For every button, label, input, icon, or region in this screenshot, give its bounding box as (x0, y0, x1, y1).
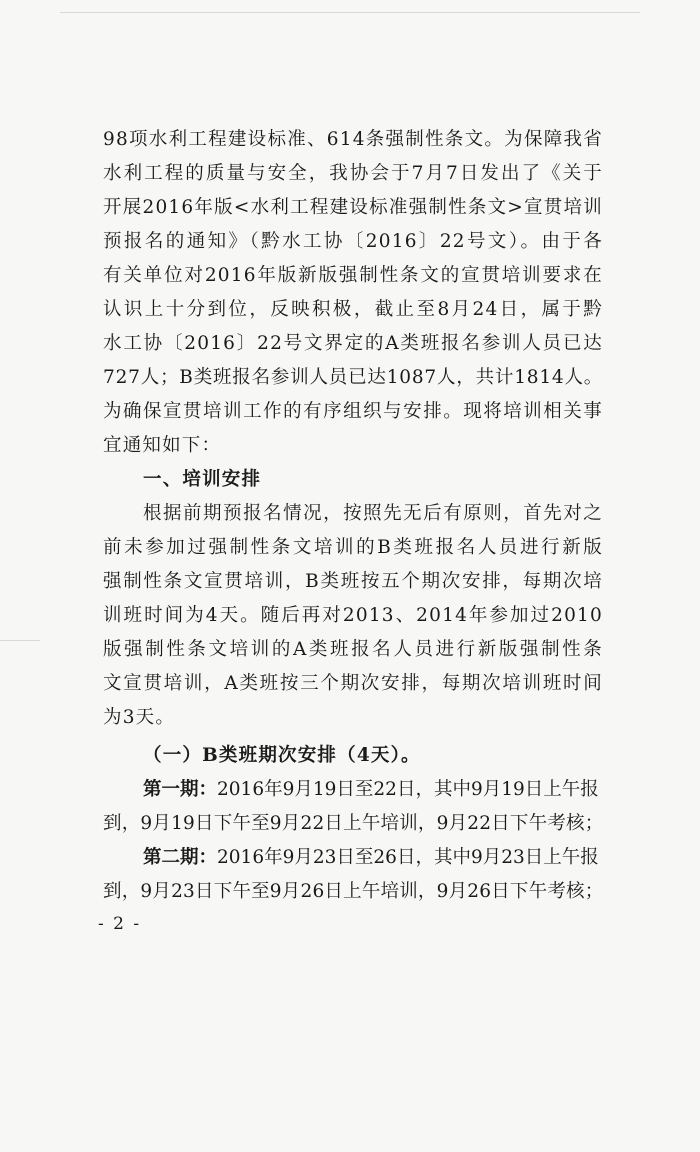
period-first-line (143, 844, 603, 872)
period-label: 第二期： (143, 847, 218, 868)
scan-artifact (0, 640, 40, 641)
body-line: 有关单位对2016年版新版强制性条文的宣贯培训要求在 (103, 265, 603, 286)
section-heading: 一、培训安排 (143, 469, 262, 490)
body-line: 开展2016年版<水利工程建设标准强制性条文>宣贯培训 (103, 197, 603, 218)
body-line: 为确保宣贯培训工作的有序组织与安排。现将培训相关事 (103, 401, 603, 422)
body-line: 宜通知如下： (103, 435, 222, 456)
period-first-line (143, 776, 603, 804)
section-body-line: 版强制性条文培训的A类班报名人员进行新版强制性条 (103, 639, 603, 660)
body-line: 水工协〔2016〕22号文界定的A类班报名参训人员已达 (103, 333, 603, 354)
scan-artifact (60, 12, 640, 13)
section-body-line: 训班时间为4天。随后再对2013、2014年参加过2010 (103, 605, 603, 626)
section-body-line: 文宣贯培训，A类班按三个期次安排，每期次培训班时间 (103, 673, 603, 694)
period-dates: 2016年9月19日至22日，其中9月19日上午报 (217, 779, 599, 800)
period-detail-line: 到，9月23日下午至9月26日上午培训，9月26日下午考核； (103, 881, 604, 902)
body-line: 预报名的通知》（黔水工协〔2016〕22号文）。由于各 (103, 231, 603, 252)
body-line: 水利工程的质量与安全，我协会于7月7日发出了《关于 (103, 163, 603, 184)
period-detail-line: 到，9月19日下午至9月22日上午培训，9月22日下午考核； (103, 813, 604, 834)
body-line: 727人；B类班报名参训人员已达1087人，共计1814人。 (103, 367, 604, 388)
section-body-line: 强制性条文宣贯培训，B类班按五个期次安排，每期次培 (103, 571, 603, 592)
period-label: 第一期： (143, 779, 218, 800)
section-body-line: 前未参加过强制性条文培训的B类班报名人员进行新版 (103, 537, 603, 558)
section-body-line: 根据前期预报名情况，按照先无后有原则，首先对之 (143, 503, 603, 524)
subsection-heading: （一）B类班期次安排（4天）。 (143, 745, 421, 766)
body-line: 认识上十分到位，反映积极，截止至8月24日，属于黔 (103, 299, 603, 320)
page-number: - 2 - (98, 914, 142, 934)
period-dates: 2016年9月23日至26日，其中9月23日上午报 (217, 847, 599, 868)
body-line: 98项水利工程建设标准、614条强制性条文。为保障我省 (103, 129, 603, 150)
section-body-line: 为3天。 (103, 707, 176, 728)
